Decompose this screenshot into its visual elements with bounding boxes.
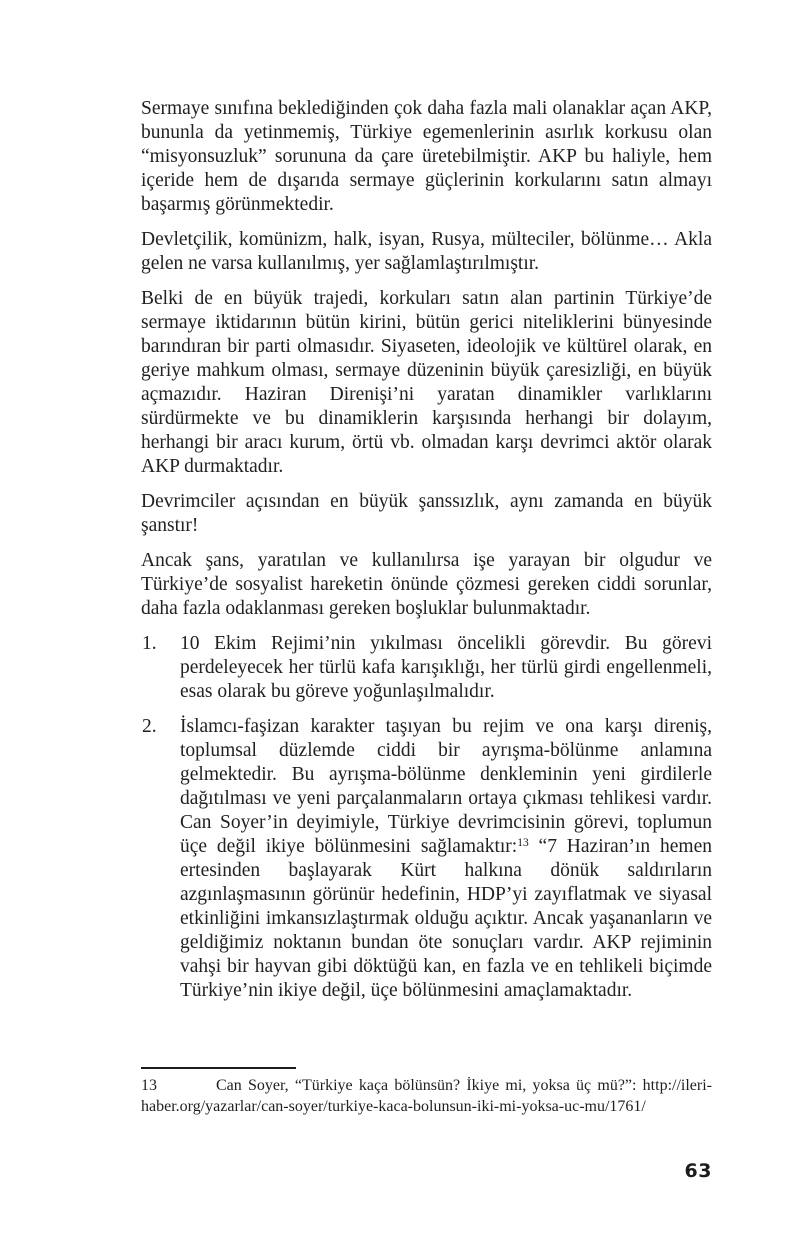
- page-number: 63: [684, 1160, 712, 1182]
- body-paragraph: Devrimciler açısından en büyük şanssızlık, aynı zamanda en büyük şanstır!: [141, 491, 712, 536]
- footnote-text: Can Soyer, “Türkiye kaça bölünsün? İkiye mi, yoksa üç mü?”: http://ileri-haber.org/yazarlar/can-soyer/turkiye-kaca-bolunsun-iki-mi-yoksa-uc-mu/1761/: [141, 1077, 712, 1115]
- footnote: [141, 1075, 712, 1117]
- list-item: [141, 632, 712, 704]
- list-item-text: İslamcı-faşizan karakter taşıyan bu rejim ve ona karşı direniş, toplumsal düzlemde ciddi bir ayrışma-bölünme anlamına gelmektedir. Bu ayrışma-bölünme denkleminin yeni girdilerle dağıtılması ve yeni parçalanmaların ortaya çıkması tehlikesi vardır. Can Soyer’in deyimiyle, Türkiye devrimcisinin görevi, toplumun üçe değil ikiye bölünmesini sağlamaktır:: [180, 716, 712, 857]
- list-item-quote-text: “7 Haziran’ın hemen ertesinden başlayarak Kürt halkına dönük saldırıların azgınlaşmasının görünür hedefinin, HDP’yi zayıflatmak ve siyasal etkinliğini imkansızlaştırmak olduğu açıktır. Ancak yaşananların ve geldiğimiz noktanın bundan öte sonuçları vardır. AKP rejiminin vahşi bir hayvan gibi döktüğü kan, en fazla ve en tehlikeli biçimde Türkiye’nin ikiye değil, üçe bölünmesini amaçlamaktadır.: [180, 836, 712, 1001]
- footnote-separator-rule: [141, 1067, 296, 1069]
- list-item-number: 1.: [142, 633, 157, 654]
- numbered-list: [141, 632, 712, 1003]
- body-paragraph: Belki de en büyük trajedi, korkuları satın alan partinin Türkiye’de sermaye iktidarının bütün kirini, bütün gerici niteliklerini bünyesinde barındıran bir parti olmasıdır. Siyaseten, ideolojik ve kültürel olarak, en geriye mahkum olması, sermaye düzeninin büyük çaresizliği, en büyük açmazıdır. Haziran Direnişi’ni yaratan dinamikler varlıklarını sürdürmekte ve bu dinamiklerin karşısında herhangi bir dolayım, herhangi bir aracı kurum, örtü vb. olmadan karşı devrimci aktör olarak AKP durmaktadır.: [141, 288, 712, 477]
- body-paragraph: Sermaye sınıfına beklediğinden çok daha fazla mali olanaklar açan AKP, bununla da yetinmemiş, Türkiye egemenlerinin asırlık korkusu olan “misyonsuzluk” sorununa da çare üretebilmiştir. AKP bu haliyle, hem içeride hem de dışarıda sermaye güçlerinin korkularını satın almayı başarmış görünmektedir.: [141, 98, 712, 215]
- footnote-number: 13: [141, 1077, 157, 1094]
- footnote-section: [141, 1067, 712, 1117]
- body-paragraph: Devletçilik, komünizm, halk, isyan, Rusya, mülteciler, bölünme… Akla gelen ne varsa kullanılmış, yer sağlamlaştırılmıştır.: [141, 229, 712, 274]
- list-item: [141, 715, 712, 1003]
- body-paragraph: Ancak şans, yaratılan ve kullanılırsa işe yarayan bir olgudur ve Türkiye’de sosyalist hareketin önünde çözmesi gereken ciddi sorunlar, daha fazla odaklanması gereken boşluklar bulunmaktadır.: [141, 550, 712, 619]
- footnote-reference: 13: [517, 837, 529, 849]
- list-item-text: 10 Ekim Rejimi’nin yıkılması öncelikli görevdir. Bu görevi perdeleyecek her türlü kafa karışıklığı, her türlü girdi engellenmeli, esas olarak bu göreve yoğunlaşılmalıdır.: [180, 633, 712, 702]
- body-text-block: [141, 97, 712, 1014]
- list-item-number: 2.: [142, 716, 157, 737]
